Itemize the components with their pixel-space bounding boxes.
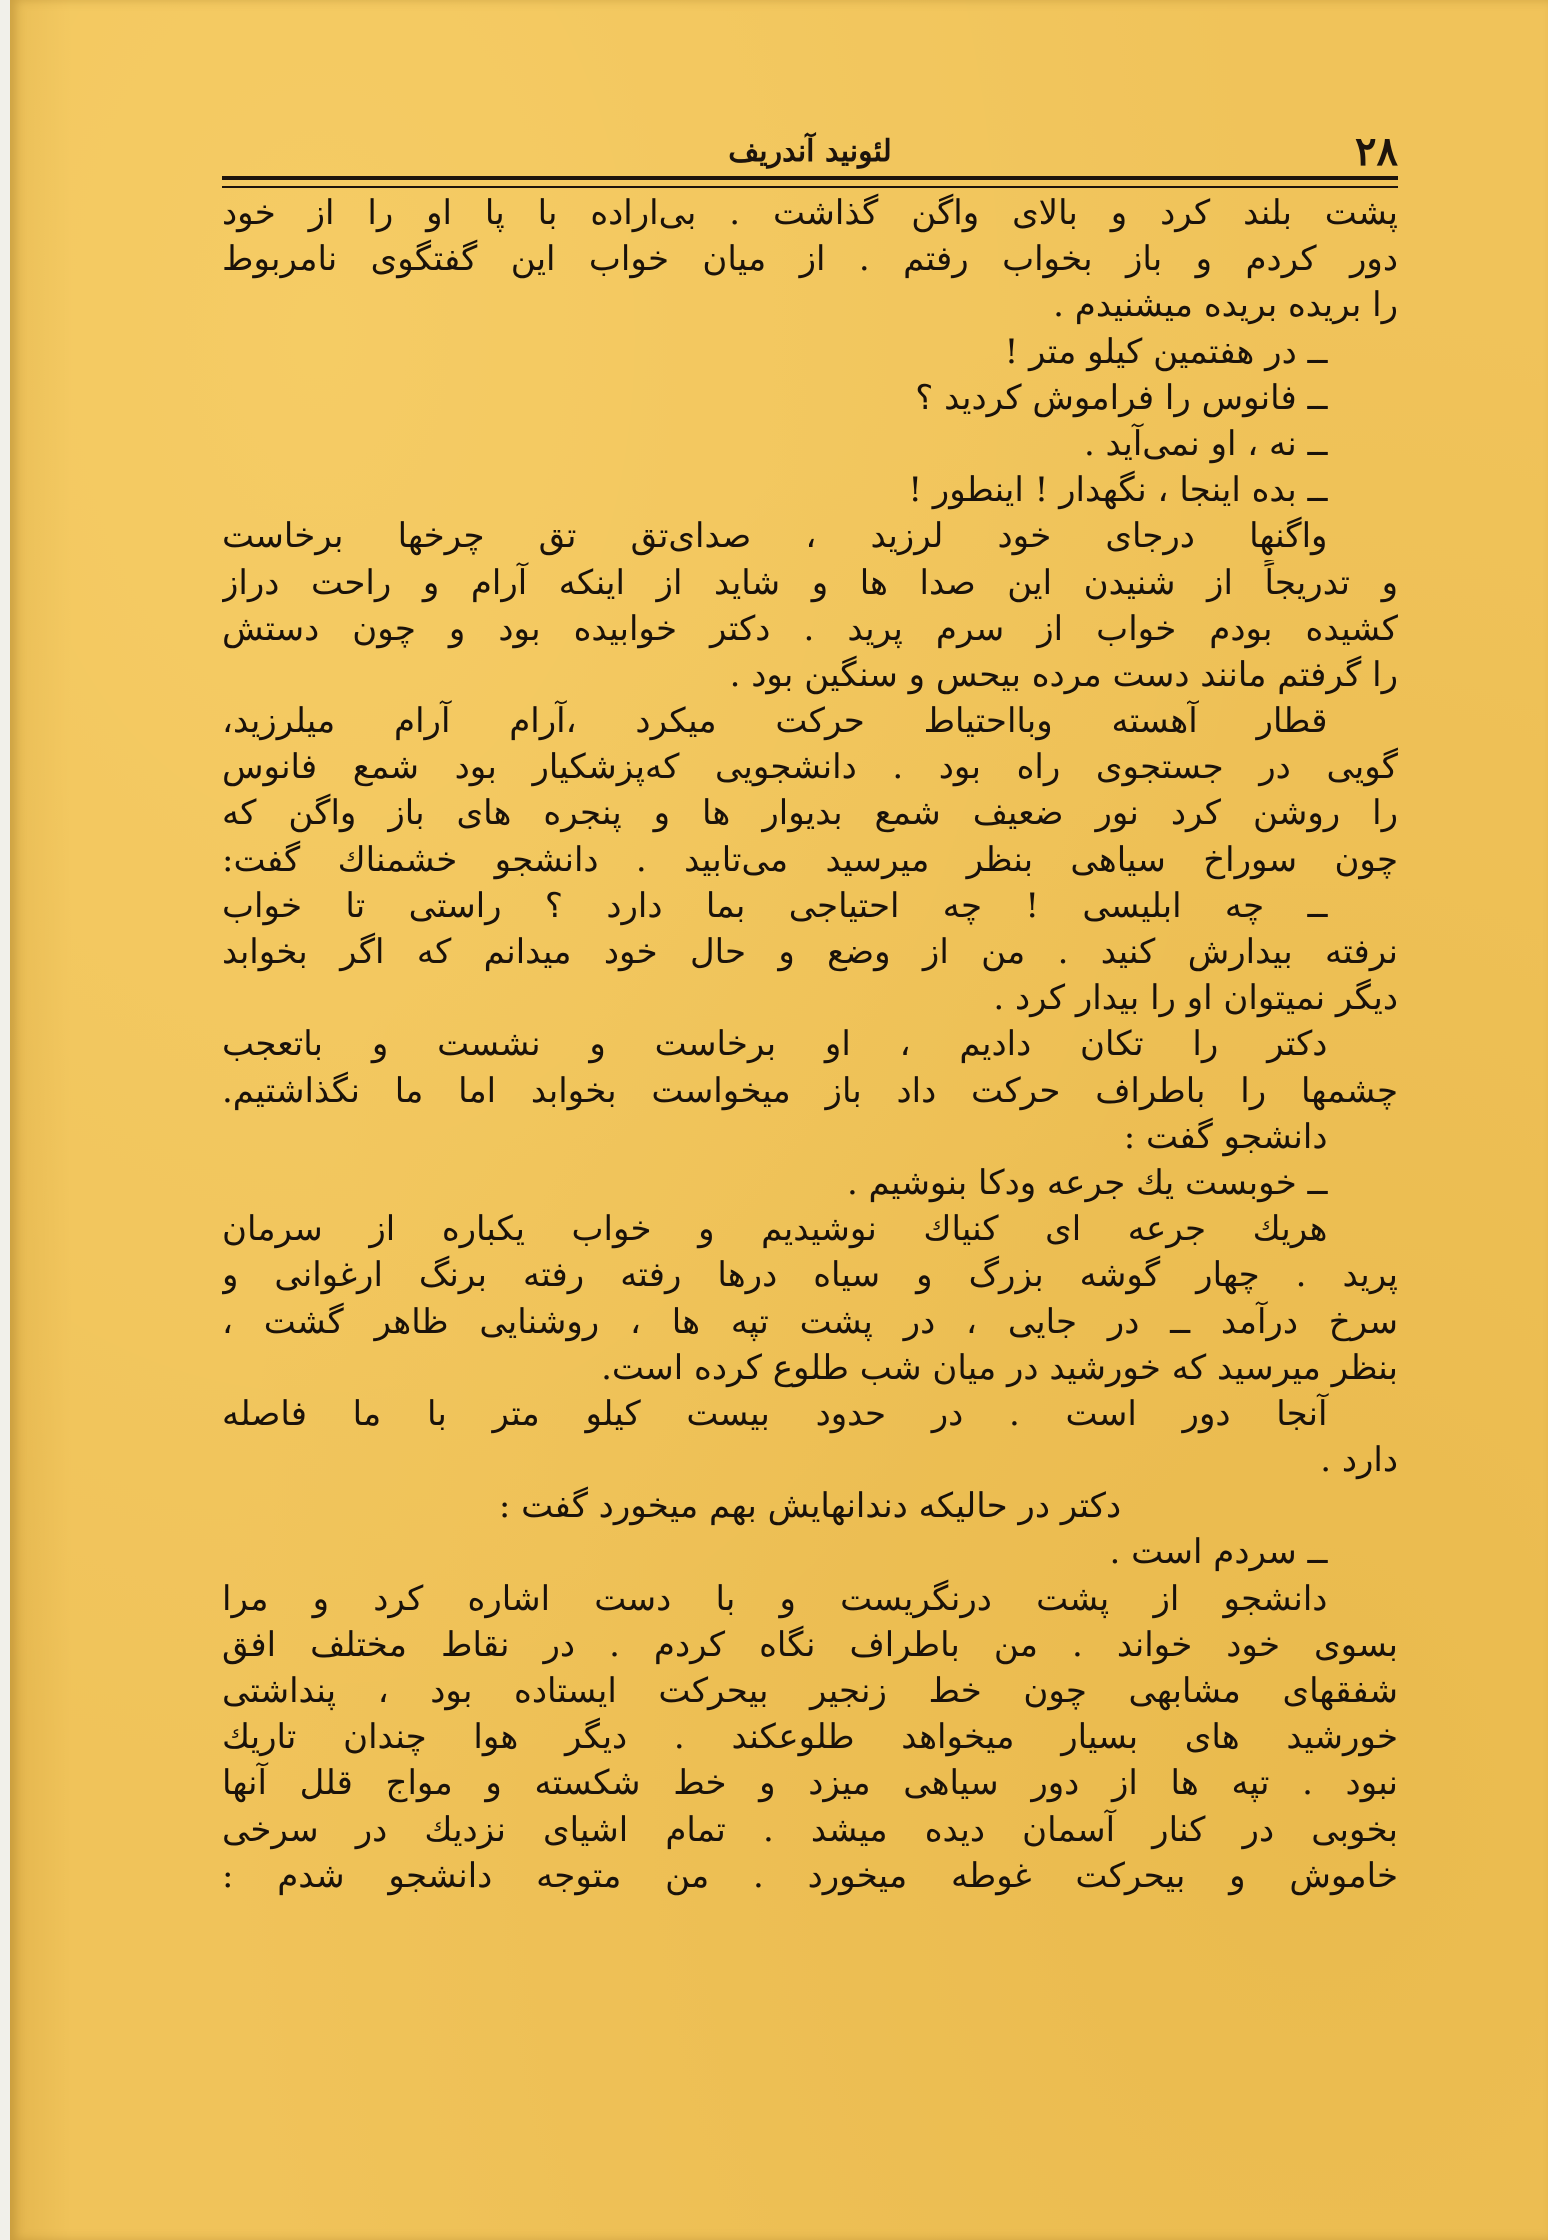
page-header [222,120,1398,184]
text-line: واگنها درجای خود لرزید ، صدای‌تق تق چرخها برخاست [222,516,1328,557]
text-line: بنظر میرسید که خورشید در میان شب طلوع کرده است. [601,1347,1398,1388]
body-text [222,190,1398,1899]
text-line: پرید . چهار گوشه بزرگ و سیاه درها رفته رفته برنگ ارغوانی و [222,1255,1398,1296]
header-rule-thick [222,176,1398,180]
text-line: آنجا دور است . در حدود بیست کیلو متر با ما فاصله [222,1393,1328,1434]
text-line: دکتر در حالیکه دندانهایش بهم میخورد گفت : [498,1486,1122,1527]
text-line: بخوبی در کنار آسمان دیده میشد . تمام اشیای نزدیك در سرخی [222,1809,1398,1850]
text-line: گویی در جستجوی راه بود . دانشجویی که‌پزشکیار بود شمع فانوس [222,747,1398,788]
text-line: را بریده بریده میشنیدم . [1053,285,1398,326]
text-line: دارد . [1320,1440,1398,1481]
text-line: دکتر را تکان دادیم ، او برخاست و نشست و باتعجب [222,1024,1328,1065]
text-line: و تدریجاً از شنیدن این صدا ها و شاید از اینکه آرام و راحت دراز [222,562,1398,603]
text-line: کشیده بودم خواب از سرم پرید . دکتر خوابیده بود و چون دستش [222,608,1398,649]
text-line: قطار آهسته وبااحتیاط حرکت میکرد ،آرام آرام میلرزید، [222,701,1328,742]
text-line: دانشجو گفت : [1123,1116,1328,1157]
text-line: چون سوراخ سیاهی بنظر میرسید می‌تابید . دانشجو خشمناك گفت: [222,839,1398,880]
text-line: دور کردم و باز بخواب رفتم . از میان خواب این گفتگوی نامربوط [222,239,1398,280]
page-number: ۲۸ [1355,128,1398,175]
text-line: ــ فانوس را فراموش کردید ؟ [915,377,1328,418]
text-line: ــ در هفتمین کیلو متر ! [1004,331,1328,372]
header-rule-thin [222,186,1398,188]
text-line: نبود . تپه ها از دور سیاهی میزد و خط شکسته و مواج قلل آنها [222,1763,1398,1804]
text-line: ــ سردم است . [1109,1532,1328,1573]
text-line: هریك جرعه ای کنیاك نوشیدیم و خواب یکباره از سرمان [222,1209,1328,1250]
text-line: دانشجو از پشت درنگریست و با دست اشاره کرد و مرا [222,1578,1328,1619]
running-title: لئونید آندریف [728,134,892,169]
text-line: خاموش و بیحرکت غوطه میخورد . من متوجه دانشجو شدم : [222,1855,1398,1896]
text-line: دیگر نمیتوان او را بیدار کرد . [993,978,1398,1019]
text-line: خورشید های بسیار میخواهد طلوعکند . دیگر هوا چندان تاریك [222,1717,1398,1758]
text-line: را روشن کرد نور ضعیف شمع بدیوار ها و پنجره های باز واگن که [222,793,1398,834]
text-line: سرخ درآمد ــ در جایی ، در پشت تپه ها ، روشنایی ظاهر گشت ، [222,1301,1398,1342]
text-line: ــ نه ، او نمی‌آید . [1083,423,1328,464]
text-line: را گرفتم مانند دست مرده بیحس و سنگین بود . [729,654,1398,695]
text-line: ــ خوبست یك جرعه ودکا بنوشیم . [846,1162,1328,1203]
text-line: پشت بلند کرد و بالای واگن گذاشت . بی‌اراده با پا او را از خود [222,193,1398,233]
text-line: بسوی خود خواند . من باطراف نگاه کردم . در نقاط مختلف افق [222,1624,1398,1665]
text-line: ــ چه ابلیسی ! چه احتیاجی بما دارد ؟ راستی تا خواب [222,885,1328,926]
text-line: شفقهای مشابهی چون خط زنجیر بیحرکت ایستاده بود ، پنداشتی [222,1671,1398,1711]
text-line: چشمها را باطراف حرکت داد باز میخواست بخوابد اما ما نگذاشتیم. [222,1070,1398,1111]
text-line: ــ بده اینجا ، نگهدار ! اینطور ! [908,470,1328,511]
text-line: نرفته بیدارش کنید . من از وضع و حال خود میدانم که اگر بخوابد [222,932,1398,972]
